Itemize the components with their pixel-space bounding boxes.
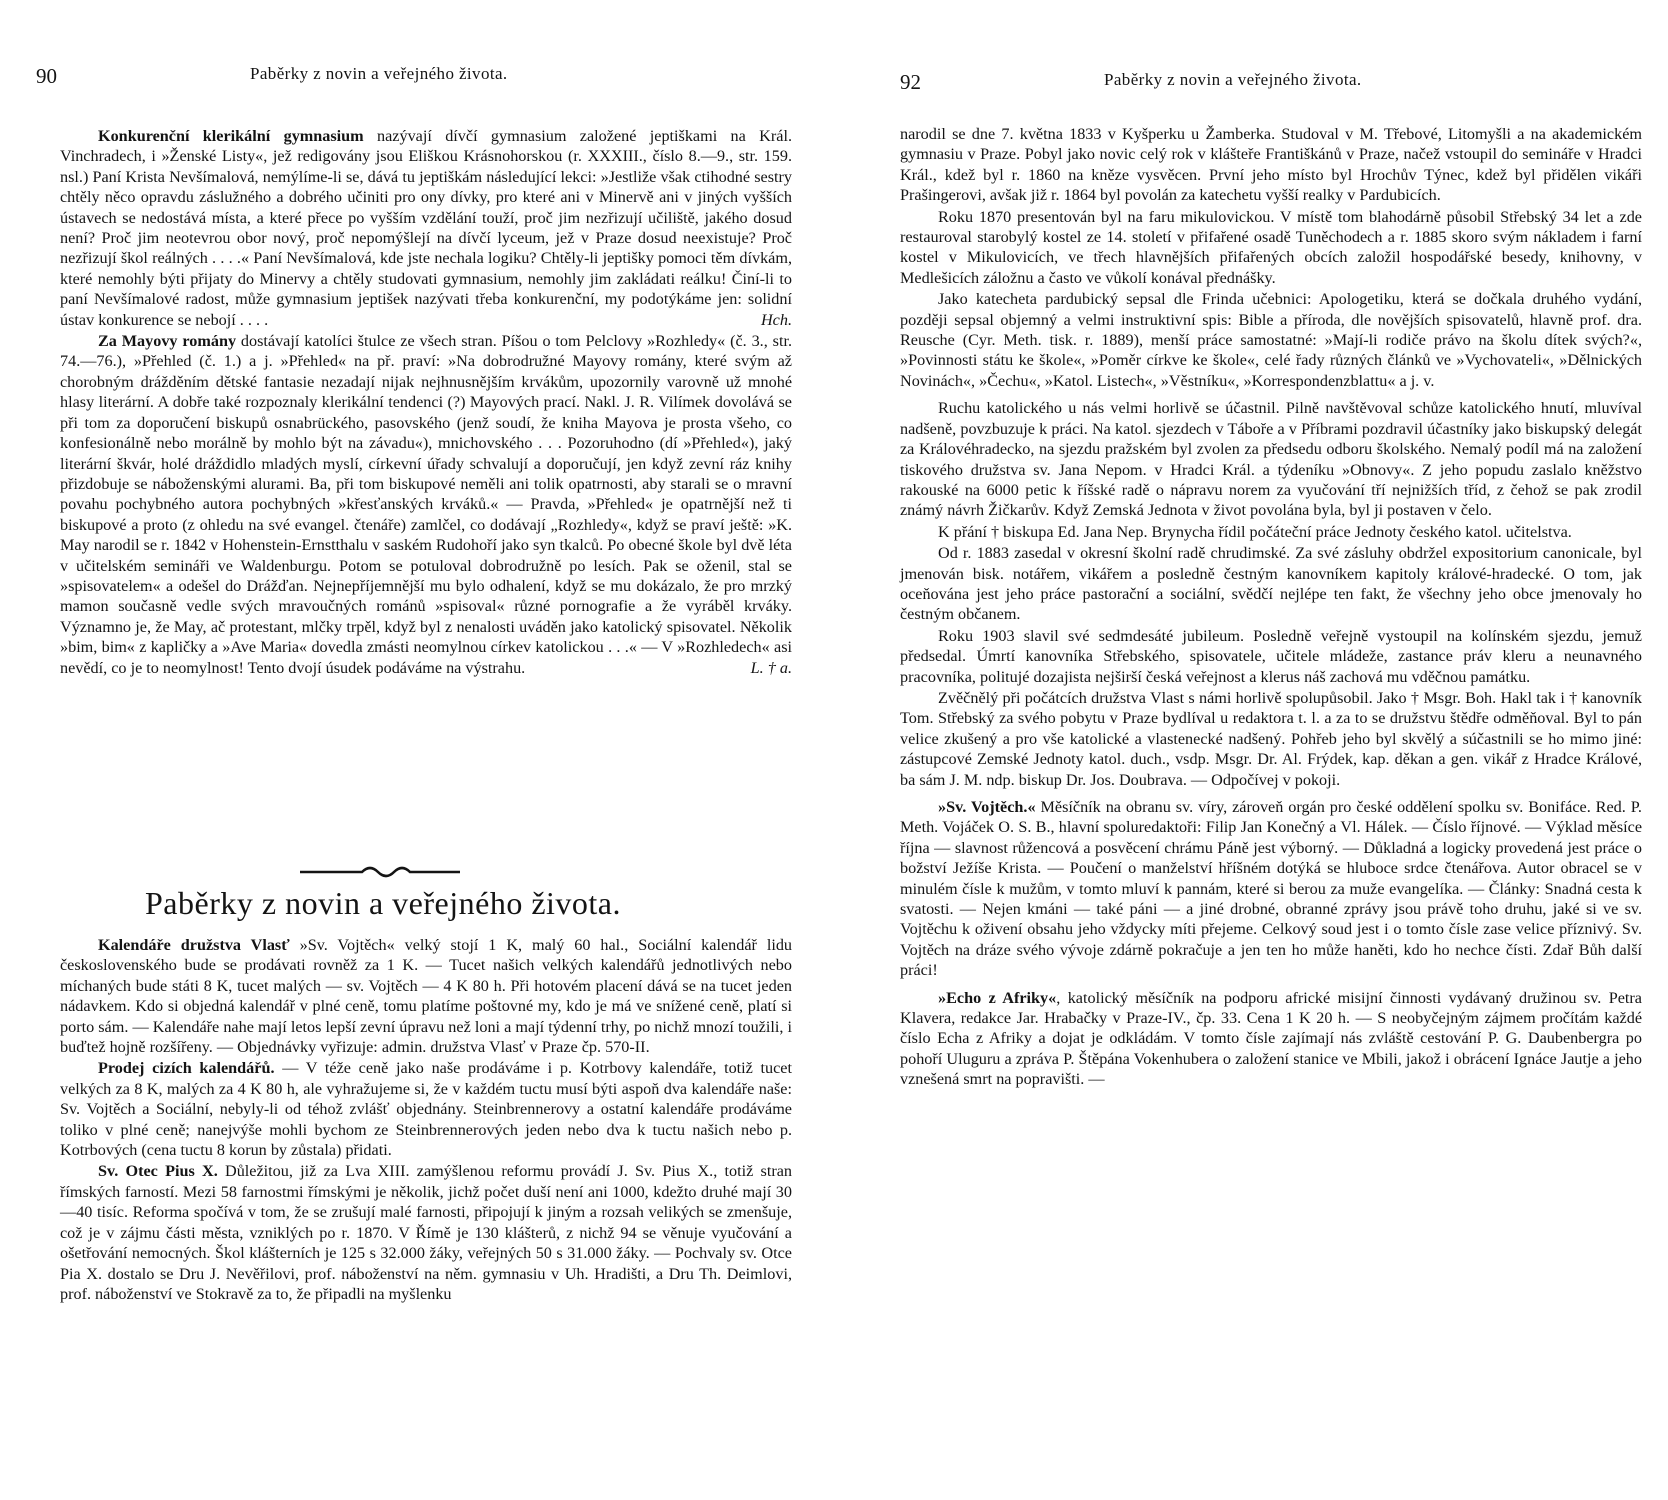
article-pius-x [60,1161,792,1304]
article-body: Měsíčník na obranu sv. víry, zároveň orgán pro české oddělení spolku sv. Bonifáce. Red. P. Meth. Vojáček O. S. B., hlavní spoluredaktoři: Filip Jan Konečný a Vl. Hálek. — Číslo říjnové. — Výklad měsíce října — slavnost růžencová a posvěcení chrámu Páně jest výborný. — Důkladná a logicky provedená jest práce o božství Ježíše Krista. — Poučení o manželství hříšném dotýká se hluboce srdce čtenářova. Autor obracel se v minulém čísle k mužům, v tomto mluví k pannám, které si berou za muže evangelíka. — Články: Snadná cesta k svatosti. — Nejen kmáni — také páni — a jiné drobné, obranné zprávy jsou právě toho druhu, jaké si ve sv. Vojtěchu k oživení obsahu jeho vždycky míti přejeme. Celkový soud jest i o tomto čísle zase velice příznivý. Sv. Vojtěch na dráze svého vývoje zdárně pokračuje a jen ten ho může haněti, kdo ho nechce čísti. Zdař Bůh další práci! [900,798,1642,980]
obituary-paragraph: Zvěčnělý při počátcích družstva Vlast s námi horlivě spolupůsobil. Jako † Msgr. Boh. Hakl tak i † kanovník Tom. Střebský za svého pobytu v Praze bydlíval u redaktora t. l. a za to se družstvu štědře odměňoval. Byl to pán velice zkušený a pro vše katolické a vlastenecké nadšený. Pohřeb jeho byl skvělý a súčastnili se ho mimo jiné: zástupcové Zemské Jednoty katol. duch., vsdp. Msgr. Dr. Al. Frýdek, kap. děkan a gen. vikář z Hradce Králové, bа sám J. M. ndp. biskup Dr. Jos. Doubrava. — Odpočívej v pokoji. [900,688,1642,789]
obituary-paragraph: Od r. 1883 zasedal v okresní školní radě chrudimské. Za své zásluhy obdržel expositorium canonicale, byl jmenován bisk. notářem, vikářem a posledně čestným kanovníkem kapitoly králové-hradecké. O tom, jak oceňována jest jeho práce pastorační a sociální, svědčí nejlépe ten fakt, že všechny jeho obce jmenovaly ho čestným občanem. [900,544,1642,624]
article-title: Konkurenční klerikální gymnasium [98,127,364,145]
left-top-column [60,126,792,678]
article-sv-vojtech [900,797,1642,981]
article-title: »Sv. Vojtěch.« [938,798,1036,816]
obituary-paragraph: Ruchu katolického u nás velmi horlivě se účastnil. Pilně navštěvoval schůze katolického hnutí, mluvíval nadšeně, povzbuzuje k práci. Na katol. sjezdech v Táboře a v Příbrami pozdravil účastníky jako biskupský delegát za Královéhradecko, na sjezdu pražském byl zvolen za předsedu odboru školského. Nemalý podíl má na založení tiskového družstva sv. Jana Nepom. v Hradci Král. a týdeníku »Obnovy«. Z jeho popudu zaslalo kněžstvo rakouské na 6000 petic k říšské radě o nápravu norem za vyučování tří nejnižších tříd, z čehož se pak zrodil známý návrh Žičkarův. Když Zemská Jednota v život povolána byla, byl ji postaven v čelo. [900,399,1642,520]
article-body: Důležitou, již za Lva XIII. zamýšlenou reformu provádí J. Sv. Pius X., totiž stran římských farností. Mezi 58 farnostmi římskými je několik, jichž počet duší není ani 1000, kdežto druhé mají 30—40 tisíc. Reforma spočívá v tom, že se zrušují malé farnosti, připojují k jiným a rozsah velikých se zmenšuje, což je v zájmu části města, vzniklých po r. 1870. V Římě je 130 klášterů, z nichž 94 se věnuje vyučování a ošetřování nemocných. Škol klášterních je 125 s 32.000 žáky, veřejných 50 s 31.000 žáky. — Pochvaly sv. Otce Pia X. dostalo se Dru J. Nevěřilovi, prof. náboženství na něm. gymnasiu v Uh. Hradišti, a Dru Th. Deimlovi, prof. náboženství ve Stokravě za to, že připadli na myšlenku [60,1162,792,1303]
article-title: Kalendáře družstva Vlasť [98,936,290,954]
obituary-paragraph: Jako katecheta pardubický sepsal dle Frinda učebnici: Apologetiku, která se dočkala druhého vydání, později sepsal objemný a velmi instruktivní spis: Bible a příroda, dle novějších spisovatelů, hlavně prof. dra. Reusche (Cyr. Meth. tisk. r. 1889), menší práce samostatné: »Mají-li rodiče právo na školu dítek svých?«, »Povinnosti státu ke škole«, »Poměr církve ke škole«, celé řady různých článků ve »Vychovateli«, »Dělnických Novinách«, »Čechu«, »Katol. Listech«, »Věstníku«, »Korrespondenzblattu« a j. v. [900,290,1642,390]
article-calendars [60,935,792,1057]
article-signature: L. † a. [750,658,792,677]
obituary-paragraph: Roku 1870 presentován byl na faru mikulovickou. V místě tom blahodárně působil Střebský 34 let a zde restauroval starobylý kostel ze 14. století v přifařené osadě Tuněchodech a r. 1885 skoro svým nákladem i farní kostel v Mikulovicích, ve třech hlavnějších přifařených obcích založil hospodářské besedy, knihovny, v Medlešicích záložnu a často ve vůkolí konával přednášky. [900,207,1642,287]
right-column [900,124,1642,1090]
article-signature: Hch. [760,310,792,329]
article-title: Prodej cizích kalendářů. [98,1059,275,1078]
obituary-paragraph: narodil se dne 7. května 1833 v Kyšperku u Žamberka. Studoval v M. Třebové, Litomyšli a na akademickém gymnasiu v Praze. Pobyl jako novic celý rok v klášteře Františkánů v Praze, načež vstoupil do semináře v Hradci Král., kdež byl r. 1860 na kněze vysvěcen. První jeho místo byl Hrochův Týnec, kdež byl přidělen vikáři Prašingerovi, avšak již r. 1864 byl povolán za katechetu vyšší realky v Pardubicích. [900,125,1642,205]
article-title: »Echo z Afriky« [938,988,1057,1007]
article-foreign-calendars [60,1058,792,1160]
article-body: , katolický měsíčník na podporu africké misijní činnosti vydávaný družinou sv. Petra Klavera, redakce Jar. Hrabačky v Praze-IV., čp. 33. Cena 1 K 20 h. — S neobyčejným zájmem pročítám každé číslo Echa z Afriky a dojat je odkládám. V tomto čísle zajímají nás zvláště cestování P. G. Daubenbergra po pohoří Uluguru a zpráva P. Štěpána Vokenhubera o založení stanice ve Mbili, jakož i obrácení Ignáce Jautje a jeho vznešená smrt na popravišti. — [900,988,1642,1089]
article-body: — V téže ceně jako naše prodáváme i p. Kotrbovy kalendáře, totiž tucet velkých za 8 K, malých za 4 K 80 h, ale vyhražujeme si, že v každém tuctu musí býti aspoň dva kalendáře naše: Sv. Vojtěch a Sociální, nebyly-li od téhož zvlášť objednány. Steinbrennerovy a ostatní kalendáře prodáváme toliko v plné ceně; nanejvýše mohli bychom ze Steinbrennerových jeden nebo dva k tuctu našich nebo p. Kotrbových (cena tuctu 8 korun by zůstala) přidati. [60,1059,792,1160]
article-body: dostávají katolíci štulce ze všech stran. Píšou o tom Pelclovy »Rozhledy« (č. 3., str. 74.—76.), »Přehled (č. 1.) a j. »Přehled« na př. praví: »Na dobrodružné Mayovy romány, které svým až chorobným drážděním dětské fantasie nezadají nijak nejhnusnějším krvákům, upozornily varovně už mnohé hlasy literární. A dobře také rozpoznaly klerikální tendenci (?) Mayových prací. Nakl. J. R. Vilímek dovolává se při tom za doporučení biskupů osnabrückého, pasovského (jenž soudí, že kniha Mayova je prosta všeho, co konfesionálně nebo morálně by mohlo být na závadu«), mnichovského . . . Pozoruhodno (dí »Přehled«), jaký literární škvár, holé dráždidlo mladých myslí, církevní úřady schvalují a doporučují, jen když zevní ráz knihy přizdobuje se náboženskými alurami. Ba, při tom biskupové neměli ani tolik opatrnosti, aby starali se o mravní povahu pochybného autora pochybných »křesťanských krváků.« — Pravda, »Přehled« je opatrnější než ti biskupové a proto (z ohledu na své evangel. čtenáře) zamlčel, co dodávají „Rozhledy«, když se praví ještě: »K. May narodil se r. 1842 v Hohenstein-Ernstthalu v saském Rudohoří jako syn tkalců. Po obecné škole byl dvě léta v učitelském semináři ve Waldenburgu. Potom se potuloval dobrodružně po lesích. Pak se oženil, stal se »spisovatelem« a odešel do Drážďan. Nejnepříjemnější mu bylo odhalení, když se mu dokázalo, že pro mrzký mamon současně vedle svých mravoučných románů »spisoval« různé pornografie a že vyráběl krváky. Významno je, že May, ač protestant, mlčky trpěl, když byl z nenalosti uváděn jako katolický spisovatel. Několik »bim, bim« z kapličky a »Ave Maria« dovedla zmásti neomylnou církev katolickou . . .« — V »Rozhledech« asi nevědí, co je to neomylnost! Tento dvojí úsudek podáváme na výstrahu. [60,332,792,677]
article-may-novels [60,331,792,678]
article-body: nazývají dívčí gymnasium založené jeptiškami na Král. Vinchradech, i »Ženské Listy«, jež redigovány jsou Eliškou Krásnohorskou (r. XXXIII., číslo 8.—9., str. 159. nsl.) Paní Krista Nevšímalová, nemýlíme-li se, dává tu jeptiškám následující lekci: »Jestliže však ctihodné sestry chtěly něco opravdu záslužného a dobrého učiniti pro ony dívky, pro které ani v Minervě ani v jiných vyšších ústavech se nedostává místa, a které přece po vyšším vzdělání touží, proč jim nezřizují učiliště, jakého dosud není? Proč jim neotevrou obor nový, proč nepomýšlejí na dívčí lyceum, jež v Praze dosud neexistuje? Proč nezřizují škol reálných . . . .« Paní Nevšímalová, kde jste nechala logiku? Chtěly-li jeptišky pomoci těm dívkám, které nemohly býti přijaty do Minervy a chtěly studovati gymnasium, nemohly jim zakládati reálku! Činí-li to paní Nevšímalové radost, může gymnasium jeptišek nazývati třeba konkurenční, my podotýkáme jen: solidní ústav konkurence se nebojí . . . . [60,127,792,329]
page-number: 92 [900,70,921,94]
ornament-divider [300,860,460,882]
obituary-paragraph: K přání † biskupa Ed. Jana Nep. Brynycha řídil počáteční práce Jednoty českého katol. učitelstva. [938,522,1572,541]
running-head: Paběrky z novin a veřejného života. [1104,70,1362,89]
article-gymnasium [60,126,792,330]
article-title: Sv. Otec Pius X. [98,1162,218,1181]
article-echo-z-afriky [900,988,1642,1090]
page-number: 90 [36,64,57,88]
right-page [834,0,1668,1500]
article-title: Za Mayovy romány [98,332,237,351]
article-body: »Sv. Vojtěch« velký stojí 1 K, malý 60 hal., Sociální kalendář lidu československého bude se prodávati rovněž za 1 K. — Tucet našich velkých kalendářů jednotlivých nebo míchaných bude státi 8 K, tucet malých — sv. Vojtěch — 4 K 80 h. Při hotovém placení dává se na tucet jeden nádavkem. Kdo si objedná kalendář v plné ceně, tomu platíme poštovné my, kdo je má ve snížené ceně, platí si porto sám. — Kalendáře nahe mají letos lepší zevní úpravu než loni a mají týdenní trhy, po nichž mnozí toužili, i buďtež hojně rozšířeny. — Objednávky vyřizuje: admin. družstva Vlasť v Praze čp. 570-II. [60,936,793,1057]
section-title: Paběrky z novin a veřejného života. [145,885,621,921]
obituary-paragraph: Roku 1903 slavil své sedmdesáté jubileum. Posledně veřejně vystoupil na kolínském sjezdu, jemuž předsedal. Úmrtí kanovníka Střebského, spisovatele, učitele mládeže, zastance práv kleru a neunavného pracovníka, politujé dozajista nejširší česká veřejnost a klerus náš zachová mu vděčnou památku. [900,626,1642,686]
running-head: Paběrky z novin a veřejného života. [250,64,508,83]
left-bottom-column [60,935,792,1304]
